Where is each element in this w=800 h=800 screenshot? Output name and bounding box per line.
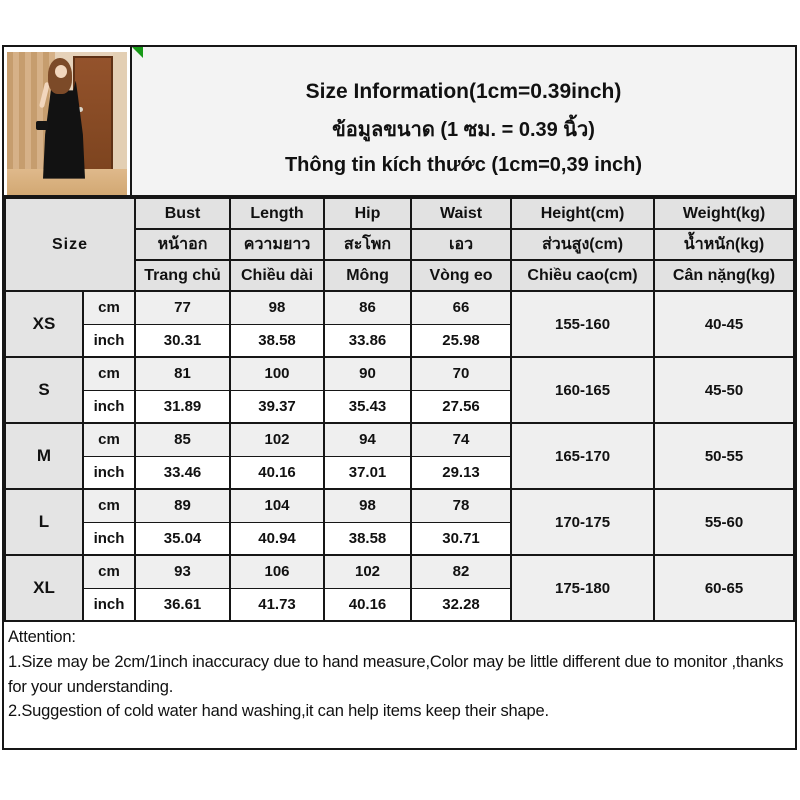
value-length-inch: 39.37	[230, 390, 324, 423]
attention-heading: Attention:	[8, 628, 76, 646]
row-m-cm	[5, 423, 794, 456]
value-bust-inch: 33.46	[135, 456, 230, 489]
value-bust-inch: 35.04	[135, 522, 230, 555]
value-waist-inch: 30.71	[411, 522, 511, 555]
value-weight-range: 60-65	[654, 555, 794, 621]
header-bust-en: Bust	[135, 198, 230, 229]
value-waist-inch: 32.28	[411, 588, 511, 621]
title-block	[132, 47, 795, 195]
header-height-vi: Chiều cao(cm)	[511, 260, 654, 291]
value-height-range: 165-170	[511, 423, 654, 489]
size-chart-content	[2, 45, 797, 750]
header-hip-th: สะโพก	[324, 229, 411, 260]
value-length-inch: 41.73	[230, 588, 324, 621]
size-header-cell: Size	[5, 198, 135, 291]
unit-label: cm	[83, 357, 135, 390]
unit-label: inch	[83, 324, 135, 357]
photo-model-face	[55, 65, 67, 78]
title-vietnamese: Thông tin kích thước (1cm=0,39 inch)	[284, 153, 643, 176]
title-english: Size Information(1cm=0.39inch)	[305, 79, 622, 103]
value-height-range: 175-180	[511, 555, 654, 621]
value-waist-cm: 82	[411, 555, 511, 588]
unit-label: cm	[83, 291, 135, 324]
value-length-inch: 40.16	[230, 456, 324, 489]
value-hip-cm: 86	[324, 291, 411, 324]
value-height-range: 170-175	[511, 489, 654, 555]
attention-line-1: 1.Size may be 2cm/1inch inaccuracy due to hand measure,Color may be little different due to monitor ,thanks for your understanding.	[8, 652, 784, 696]
header-hip-vi: Mông	[324, 260, 411, 291]
value-hip-inch: 35.43	[324, 390, 411, 423]
value-bust-cm: 93	[135, 555, 230, 588]
row-l-cm	[5, 489, 794, 522]
value-hip-inch: 38.58	[324, 522, 411, 555]
size-label-xl: XL	[5, 555, 83, 621]
header-waist-vi: Vòng eo	[411, 260, 511, 291]
value-hip-cm: 102	[324, 555, 411, 588]
photo-handbag	[36, 121, 48, 130]
value-bust-inch: 30.31	[135, 324, 230, 357]
value-bust-cm: 81	[135, 357, 230, 390]
attention-line-2: 2.Suggestion of cold water hand washing,it can help items keep their shape.	[8, 702, 549, 721]
row-xs-cm	[5, 291, 794, 324]
size-label-s: S	[5, 357, 83, 423]
header-height-th: ส่วนสูง(cm)	[511, 229, 654, 260]
value-weight-range: 55-60	[654, 489, 794, 555]
title-thai: ข้อมูลขนาด (1 ซม. = 0.39 นิ้ว)	[332, 118, 595, 141]
top-section	[4, 47, 795, 197]
value-length-cm: 102	[230, 423, 324, 456]
product-photo	[7, 52, 127, 195]
header-weight-th: น้ำหนัก(kg)	[654, 229, 794, 260]
unit-label: cm	[83, 555, 135, 588]
value-length-cm: 100	[230, 357, 324, 390]
size-label-l: L	[5, 489, 83, 555]
value-hip-cm: 90	[324, 357, 411, 390]
value-waist-cm: 70	[411, 357, 511, 390]
value-hip-inch: 33.86	[324, 324, 411, 357]
value-hip-cm: 94	[324, 423, 411, 456]
unit-label: cm	[83, 489, 135, 522]
value-waist-cm: 66	[411, 291, 511, 324]
photo-wall-right	[113, 52, 127, 172]
row-s-cm	[5, 357, 794, 390]
value-length-cm: 104	[230, 489, 324, 522]
value-waist-cm: 74	[411, 423, 511, 456]
unit-label: inch	[83, 588, 135, 621]
value-length-cm: 106	[230, 555, 324, 588]
value-hip-inch: 40.16	[324, 588, 411, 621]
unit-label: inch	[83, 390, 135, 423]
header-weight-vi: Cân nặng(kg)	[654, 260, 794, 291]
header-row-en	[5, 198, 794, 229]
value-length-inch: 40.94	[230, 522, 324, 555]
value-bust-inch: 31.89	[135, 390, 230, 423]
value-bust-inch: 36.61	[135, 588, 230, 621]
green-corner-marker-icon	[132, 47, 143, 58]
header-waist-th: เอว	[411, 229, 511, 260]
value-hip-inch: 37.01	[324, 456, 411, 489]
value-weight-range: 45-50	[654, 357, 794, 423]
value-length-cm: 98	[230, 291, 324, 324]
unit-label: cm	[83, 423, 135, 456]
unit-label: inch	[83, 456, 135, 489]
value-length-inch: 38.58	[230, 324, 324, 357]
value-bust-cm: 85	[135, 423, 230, 456]
value-bust-cm: 89	[135, 489, 230, 522]
header-height-en: Height(cm)	[511, 198, 654, 229]
header-hip-en: Hip	[324, 198, 411, 229]
row-xl-cm	[5, 555, 794, 588]
header-length-vi: Chiều dài	[230, 260, 324, 291]
size-label-m: M	[5, 423, 83, 489]
value-waist-inch: 25.98	[411, 324, 511, 357]
product-photo-cell	[4, 47, 132, 195]
header-length-en: Length	[230, 198, 324, 229]
header-bust-th: หน้าอก	[135, 229, 230, 260]
value-waist-inch: 29.13	[411, 456, 511, 489]
value-height-range: 160-165	[511, 357, 654, 423]
size-label-xs: XS	[5, 291, 83, 357]
value-waist-inch: 27.56	[411, 390, 511, 423]
value-weight-range: 40-45	[654, 291, 794, 357]
attention-note	[4, 622, 795, 724]
value-hip-cm: 98	[324, 489, 411, 522]
header-waist-en: Waist	[411, 198, 511, 229]
value-bust-cm: 77	[135, 291, 230, 324]
header-length-th: ความยาว	[230, 229, 324, 260]
size-table	[4, 197, 795, 622]
value-waist-cm: 78	[411, 489, 511, 522]
value-height-range: 155-160	[511, 291, 654, 357]
header-weight-en: Weight(kg)	[654, 198, 794, 229]
unit-label: inch	[83, 522, 135, 555]
header-bust-vi: Trang chủ	[135, 260, 230, 291]
value-weight-range: 50-55	[654, 423, 794, 489]
